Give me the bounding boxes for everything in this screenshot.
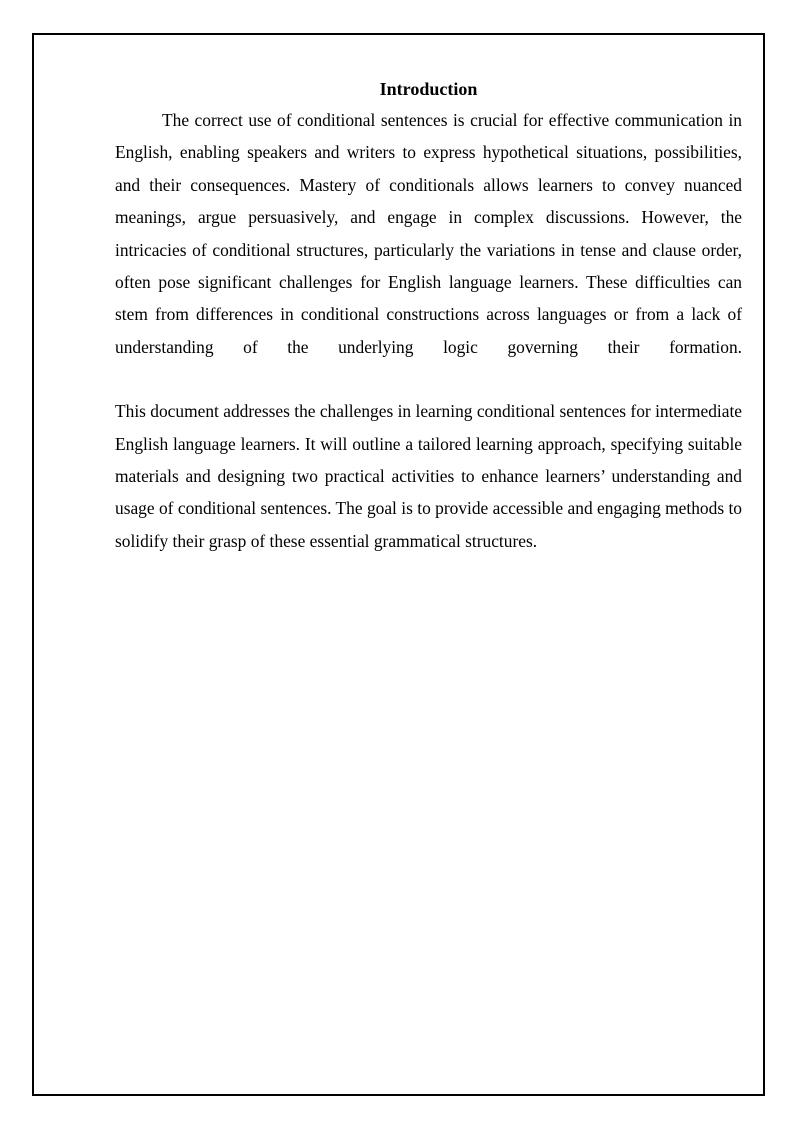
paragraph-purpose: This document addresses the challenges in learning conditional sentences for intermediate English language learners. It will outline a tailored learning approach, specifying suitable materials and designing two practical activities to enhance learners’ understanding and usage of conditional sentences. The goal is to provide accessible and engaging methods to solidify their grasp of these essential grammatical structures.: [115, 401, 742, 551]
section-heading: Introduction: [379, 79, 478, 99]
paragraph-intro: The correct use of conditional sentences is crucial for effective communication in English, enabling speakers and writers to express hypothetical situations, possibilities, and their consequences. Mastery of conditionals allows learners to convey nuanced meanings, argue persuasively, and engage in complex discussions. However, the intricacies of conditional structures, particularly the variations in tense and clause order, often pose significant challenges for English language learners. These difficulties can stem from differences in conditional constructions across languages or from a lack of understanding of the underlying logic governing their formation.: [115, 110, 742, 357]
page-content: [115, 75, 742, 557]
paragraph-spacer: [115, 363, 742, 395]
